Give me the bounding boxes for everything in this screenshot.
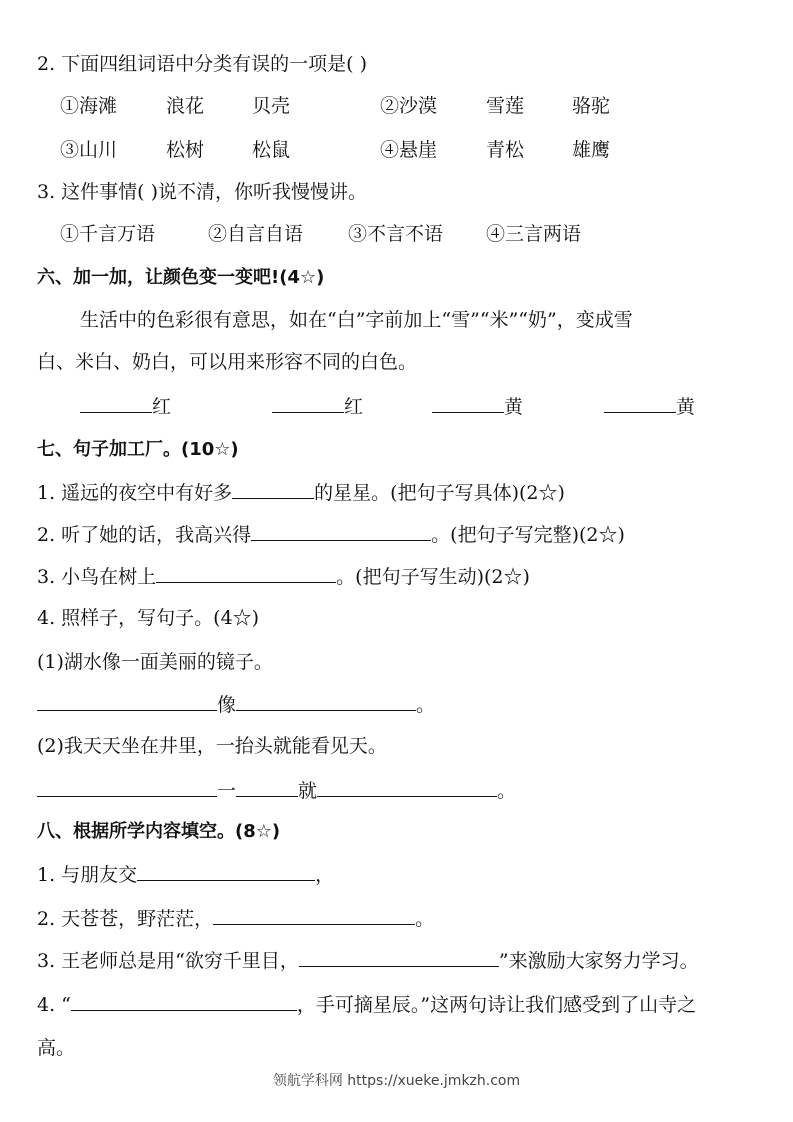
option-3-word-1: ③山川 bbox=[60, 139, 118, 161]
q3-option-2: ②自言自语 bbox=[208, 223, 304, 245]
sentence-1-suffix: 的星星。(把句子写具体)(2☆) bbox=[314, 482, 565, 504]
option-2-word-3: 骆驼 bbox=[572, 95, 611, 117]
q3-option-1: ①千言万语 bbox=[60, 223, 156, 245]
example-2-mid-1: 一 bbox=[217, 780, 237, 802]
sentence-3-blank[interactable] bbox=[156, 562, 336, 583]
example-2: (2)我天天坐在井里，一抬头就能看见天。 bbox=[37, 735, 387, 757]
color-fill-3 bbox=[432, 392, 523, 421]
color-suffix-3: 黄 bbox=[504, 396, 524, 418]
color-suffix-1: 红 bbox=[152, 396, 172, 418]
question-3-stem: 3. 这件事情( )说不清，你听我慢慢讲。 bbox=[37, 181, 368, 203]
sentence-4-instruction: 4. 照样子，写句子。(4☆) bbox=[37, 607, 260, 629]
sentence-1 bbox=[37, 478, 565, 507]
fill-1-suffix: ， bbox=[315, 864, 335, 886]
sentence-2-prefix: 2. 听了她的话，我高兴得 bbox=[37, 524, 252, 546]
q3-option-4: ④三言两语 bbox=[486, 223, 582, 245]
sentence-3-suffix: 。(把句子写生动)(2☆) bbox=[336, 566, 530, 588]
option-1-word-3: 贝壳 bbox=[252, 95, 291, 117]
option-1-word-2: 浪花 bbox=[166, 95, 205, 117]
color-suffix-2: 红 bbox=[344, 396, 364, 418]
section-8-title: 八、根据所学内容填空。(8☆) bbox=[37, 821, 281, 842]
fill-2 bbox=[37, 904, 434, 933]
section-7-title: 七、句子加工厂。(10☆) bbox=[37, 439, 239, 460]
example-2-end: 。 bbox=[497, 780, 517, 802]
example-1-mid: 像 bbox=[217, 694, 237, 716]
section-6-title: 六、加一加，让颜色变一变吧!(4☆) bbox=[37, 267, 325, 288]
color-blank-2[interactable] bbox=[272, 392, 344, 413]
section-6-paragraph-line-2: 白、米白、奶白，可以用来形容不同的白色。 bbox=[37, 351, 418, 373]
color-fill-4 bbox=[604, 392, 695, 421]
fill-4-prefix: 4. “ bbox=[37, 994, 71, 1016]
example-1: (1)湖水像一面美丽的镜子。 bbox=[37, 651, 273, 673]
example-1-end: 。 bbox=[416, 694, 436, 716]
option-3-word-2: 松树 bbox=[166, 139, 205, 161]
sentence-1-prefix: 1. 遥远的夜空中有好多 bbox=[37, 482, 233, 504]
example-1-blank-2[interactable] bbox=[236, 690, 416, 711]
color-blank-3[interactable] bbox=[432, 392, 504, 413]
footer-watermark: 领航学科网 https://xueke.jmkzh.com bbox=[272, 1073, 521, 1089]
color-blank-4[interactable] bbox=[604, 392, 676, 413]
option-1-word-1: ①海滩 bbox=[60, 95, 118, 117]
fill-1-prefix: 1. 与朋友交 bbox=[37, 864, 138, 886]
example-2-blank-1[interactable] bbox=[37, 776, 217, 797]
sentence-2-suffix: 。(把句子写完整)(2☆) bbox=[431, 524, 625, 546]
question-2-stem: 2. 下面四组词语中分类有误的一项是( ) bbox=[37, 53, 368, 75]
fill-2-suffix: 。 bbox=[415, 908, 435, 930]
fill-2-prefix: 2. 天苍苍，野茫茫， bbox=[37, 908, 214, 930]
sentence-3-prefix: 3. 小鸟在树上 bbox=[37, 566, 157, 588]
color-suffix-4: 黄 bbox=[676, 396, 696, 418]
example-2-blank-3[interactable] bbox=[317, 776, 497, 797]
fill-1 bbox=[37, 860, 334, 889]
option-4-word-3: 雄鹰 bbox=[572, 139, 611, 161]
example-2-answer bbox=[37, 776, 516, 805]
fill-3 bbox=[37, 946, 699, 975]
fill-4-continuation: 高。 bbox=[37, 1037, 76, 1059]
color-fill-2 bbox=[272, 392, 363, 421]
sentence-3 bbox=[37, 562, 530, 591]
example-2-blank-2[interactable] bbox=[236, 776, 298, 797]
option-3-word-3: 松鼠 bbox=[252, 139, 291, 161]
option-2-word-1: ②沙漠 bbox=[380, 95, 438, 117]
sentence-1-blank[interactable] bbox=[232, 478, 314, 499]
example-1-blank-1[interactable] bbox=[37, 690, 217, 711]
option-4-word-2: 青松 bbox=[486, 139, 525, 161]
example-1-answer bbox=[37, 690, 435, 719]
color-blank-1[interactable] bbox=[80, 392, 152, 413]
sentence-2-blank[interactable] bbox=[251, 520, 431, 541]
fill-3-prefix: 3. 王老师总是用“欲穷千里目， bbox=[37, 950, 299, 972]
option-2-word-2: 雪莲 bbox=[486, 95, 525, 117]
color-fill-1 bbox=[80, 392, 171, 421]
q3-option-3: ③不言不语 bbox=[348, 223, 444, 245]
fill-1-blank[interactable] bbox=[137, 860, 315, 881]
example-2-mid-2: 就 bbox=[298, 780, 318, 802]
fill-4 bbox=[37, 990, 696, 1019]
fill-2-blank[interactable] bbox=[213, 904, 415, 925]
fill-4-suffix: ，手可摘星辰。”这两句诗让我们感受到了山寺之 bbox=[296, 994, 697, 1016]
fill-3-blank[interactable] bbox=[299, 946, 499, 967]
sentence-2 bbox=[37, 520, 625, 549]
fill-4-blank[interactable] bbox=[71, 990, 297, 1011]
section-6-paragraph-line-1: 生活中的色彩很有意思，如在“白”字前加上“雪”“米”“奶”，变成雪 bbox=[80, 309, 633, 331]
fill-3-suffix: ”来激励大家努力学习。 bbox=[498, 950, 699, 972]
option-4-word-1: ④悬崖 bbox=[380, 139, 438, 161]
